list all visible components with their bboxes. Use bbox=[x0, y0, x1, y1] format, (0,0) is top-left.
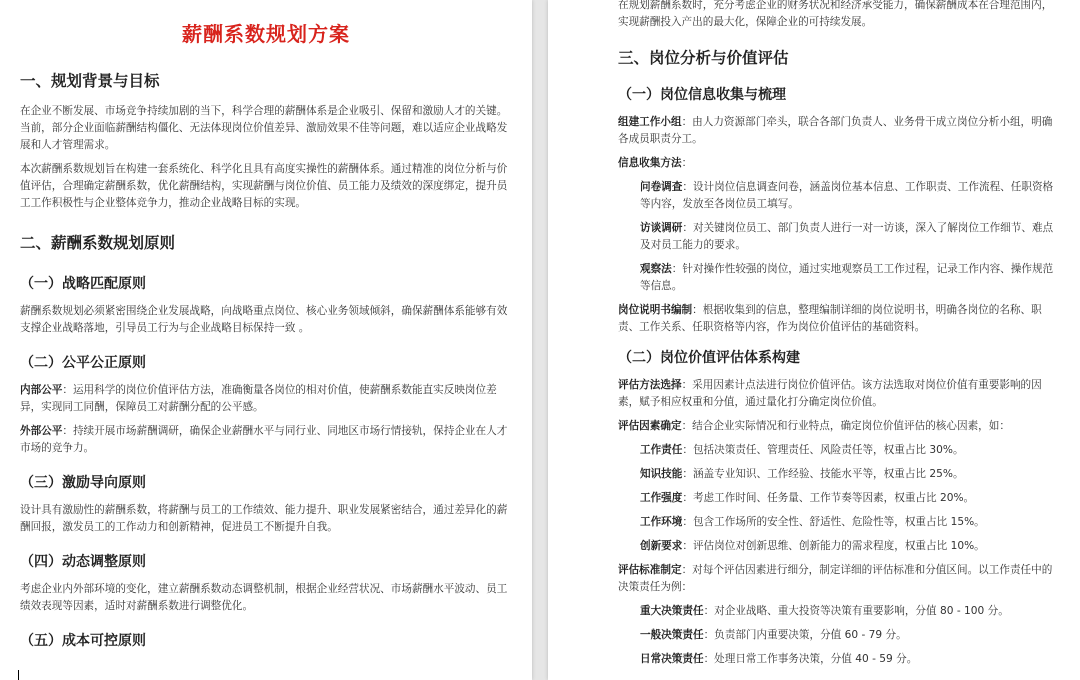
text-decision-daily: ：处理日常工作事务决策，分值 40 - 59 分。 bbox=[703, 653, 918, 665]
subheading-fairness: （二）公平公正原则 bbox=[20, 355, 146, 371]
subheading-strategy-match: （一）战略匹配原则 bbox=[20, 276, 146, 292]
paragraph-internal-fairness bbox=[20, 382, 512, 416]
text-decision-general: ：负责部门内重要决策，分值 60 - 79 分。 bbox=[703, 629, 907, 641]
label-eval-factors: 评估因素确定 bbox=[618, 420, 682, 432]
text-eval-method: ：采用因素计点法进行岗位价值评估。该方法选取对岗位价值有重要影响的因素，赋予相应权重和分值，通过量化打分确定岗位价值。 bbox=[618, 379, 1042, 408]
paragraph-methods bbox=[618, 155, 1060, 172]
paragraph-external-fairness bbox=[20, 423, 512, 457]
decision-item bbox=[618, 651, 1060, 668]
paragraph-method-interview bbox=[618, 220, 1060, 254]
label-factor-knowledge: 知识技能 bbox=[640, 468, 683, 480]
label-decision-daily: 日常决策责任 bbox=[640, 653, 704, 665]
text-interview: ：对关键岗位员工、部门负责人进行一对一访谈，深入了解岗位工作细节、难点及对员工能力的要求。 bbox=[640, 222, 1054, 251]
label-methods: 信息收集方法 bbox=[618, 157, 682, 169]
factor-item bbox=[618, 514, 1060, 531]
label-factor-innovation: 创新要求 bbox=[640, 540, 683, 552]
text-factor-knowledge: ：涵盖专业知识、工作经验、技能水平等，权重占比 25%。 bbox=[682, 468, 964, 480]
paragraph-background-1: 在企业不断发展、市场竞争持续加剧的当下，科学合理的薪酬体系是企业吸引、保留和激励人才的关键。当前，部分企业面临薪酬结构僵化、无法体现岗位价值差异、激励效果不佳等问题，难以适应企业战略发展和人才管理需求。 bbox=[20, 105, 508, 151]
paragraph-method-questionnaire bbox=[618, 179, 1060, 213]
label-decision-general: 一般决策责任 bbox=[640, 629, 704, 641]
label-factor-environment: 工作环境 bbox=[640, 516, 683, 528]
paragraph-incentive: 设计具有激励性的薪酬系数，将薪酬与员工的工作绩效、能力提升、职业发展紧密结合，通过差异化的薪酬回报，激发员工的工作动力和创新精神，促进员工不断提升自我。 bbox=[20, 504, 508, 533]
section-heading-background: 一、规划背景与目标 bbox=[20, 72, 160, 90]
label-internal-fairness: 内部公平 bbox=[20, 384, 63, 396]
paragraph-background-2: 本次薪酬系数规划旨在构建一套系统化、科学化且具有高度实操性的薪酬体系。通过精准的岗位分析与价值评估，合理确定薪酬系数，优化薪酬结构，实现薪酬与岗位价值、员工能力及绩效的深度绑定，提升员工工作积极性与企业整体竞争力，推动企业战略目标的实现。 bbox=[20, 163, 508, 209]
text-external-fairness: ：持续开展市场薪酬调研，确保企业薪酬水平与同行业、同地区市场行情接轨，保持企业在人才市场的竞争力。 bbox=[20, 425, 508, 454]
section-heading-principles: 二、薪酬系数规划原则 bbox=[20, 234, 176, 252]
text-cursor bbox=[18, 670, 19, 680]
text-factor-intensity: ：考虑工作时间、任务量、工作节奏等因素，权重占比 20%。 bbox=[682, 492, 975, 504]
paragraph-eval-factors bbox=[618, 418, 1060, 435]
subheading-dynamic-adjust: （四）动态调整原则 bbox=[20, 554, 146, 570]
label-eval-method: 评估方法选择 bbox=[618, 379, 682, 391]
label-questionnaire: 问卷调查 bbox=[640, 181, 683, 193]
factor-item bbox=[618, 466, 1060, 483]
subheading-evaluation-system: （二）岗位价值评估体系构建 bbox=[618, 350, 800, 366]
text-decision-major: ：对企业战略、重大投资等决策有重要影响，分值 80 - 100 分。 bbox=[703, 605, 1009, 617]
paragraph-strategy-match: 薪酬系数规划必须紧密围绕企业发展战略，向战略重点岗位、核心业务领域倾斜，确保薪酬体系能够有效支撑企业战略落地，引导员工行为与企业战略目标保持一致 。 bbox=[20, 305, 508, 334]
label-decision-major: 重大决策责任 bbox=[640, 605, 704, 617]
paragraph-cost-control: 在规划薪酬系数时，充分考虑企业的财务状况和经济承受能力，确保薪酬成本在合理范围内，实现薪酬投入产出的最大化，保障企业的可持续发展。 bbox=[618, 0, 1053, 28]
paragraph-method-observation bbox=[618, 261, 1060, 295]
label-eval-standards: 评估标准制定 bbox=[618, 564, 682, 576]
section-heading-job-analysis: 三、岗位分析与价值评估 bbox=[618, 49, 789, 67]
text-internal-fairness: ：运用科学的岗位价值评估方法，准确衡量各岗位的相对价值，使薪酬系数能直实反映岗位差异，实现同工同酬，保障员工对薪酬分配的公平感。 bbox=[20, 384, 497, 413]
label-team: 组建工作小组 bbox=[618, 116, 682, 128]
paragraph-team bbox=[618, 114, 1060, 148]
decision-item bbox=[618, 603, 1060, 620]
text-eval-standards: ：对每个评估因素进行细分，制定详细的评估标准和分值区间。以工作责任中的决策责任为例： bbox=[618, 564, 1053, 593]
factor-item bbox=[618, 442, 1060, 459]
label-external-fairness: 外部公平 bbox=[20, 425, 63, 437]
page-right[interactable] bbox=[548, 0, 1080, 680]
text-job-description: ：根据收集到的信息，整理编制详细的岗位说明书，明确各岗位的名称、职责、工作关系、任职资格等内容，作为岗位价值评估的基础资料。 bbox=[618, 304, 1042, 333]
label-factor-intensity: 工作强度 bbox=[640, 492, 683, 504]
label-interview: 访谈调研 bbox=[640, 222, 683, 234]
text-factor-environment: ：包含工作场所的安全性、舒适性、危险性等，权重占比 15%。 bbox=[682, 516, 985, 528]
subheading-info-collection: （一）岗位信息收集与梳理 bbox=[618, 87, 786, 103]
page-left[interactable] bbox=[0, 0, 532, 680]
text-questionnaire: ：设计岗位信息调查问卷，涵盖岗位基本信息、工作职责、工作流程、任职资格等内容，发放至各岗位员工填写。 bbox=[640, 181, 1054, 210]
paragraph-dynamic-adjust: 考虑企业内外部环境的变化，建立薪酬系数动态调整机制，根据企业经营状况、市场薪酬水平波动、员工绩效表现等因素，适时对薪酬系数进行调整优化。 bbox=[20, 583, 508, 612]
text-factor-innovation: ：评估岗位对创新思维、创新能力的需求程度，权重占比 10%。 bbox=[682, 540, 985, 552]
text-methods-colon: ： bbox=[681, 157, 693, 169]
label-factor-responsibility: 工作责任 bbox=[640, 444, 683, 456]
text-eval-factors: ：结合企业实际情况和行业特点，确定岗位价值评估的核心因素，如： bbox=[681, 420, 1010, 432]
paragraph-eval-method bbox=[618, 377, 1060, 411]
factor-item bbox=[618, 490, 1060, 507]
paragraph-job-description bbox=[618, 302, 1060, 336]
text-team: ：由人力资源部门牵头，联合各部门负责人、业务骨干成立岗位分析小组，明确各成员职责分工。 bbox=[618, 116, 1053, 145]
subheading-cost-control: （五）成本可控原则 bbox=[20, 633, 146, 649]
paragraph-eval-standards bbox=[618, 562, 1060, 596]
label-job-description: 岗位说明书编制 bbox=[618, 304, 693, 316]
document-title: 薪酬系数规划方案 bbox=[182, 22, 350, 46]
text-factor-responsibility: ：包括决策责任、管理责任、风险责任等，权重占比 30%。 bbox=[682, 444, 964, 456]
subheading-incentive: （三）激励导向原则 bbox=[20, 475, 146, 491]
label-observation: 观察法 bbox=[640, 263, 672, 275]
text-observation: ：针对操作性较强的岗位，通过实地观察员工工作过程，记录工作内容、操作规范等信息。 bbox=[640, 263, 1054, 292]
factor-item bbox=[618, 538, 1060, 555]
decision-item bbox=[618, 627, 1060, 644]
